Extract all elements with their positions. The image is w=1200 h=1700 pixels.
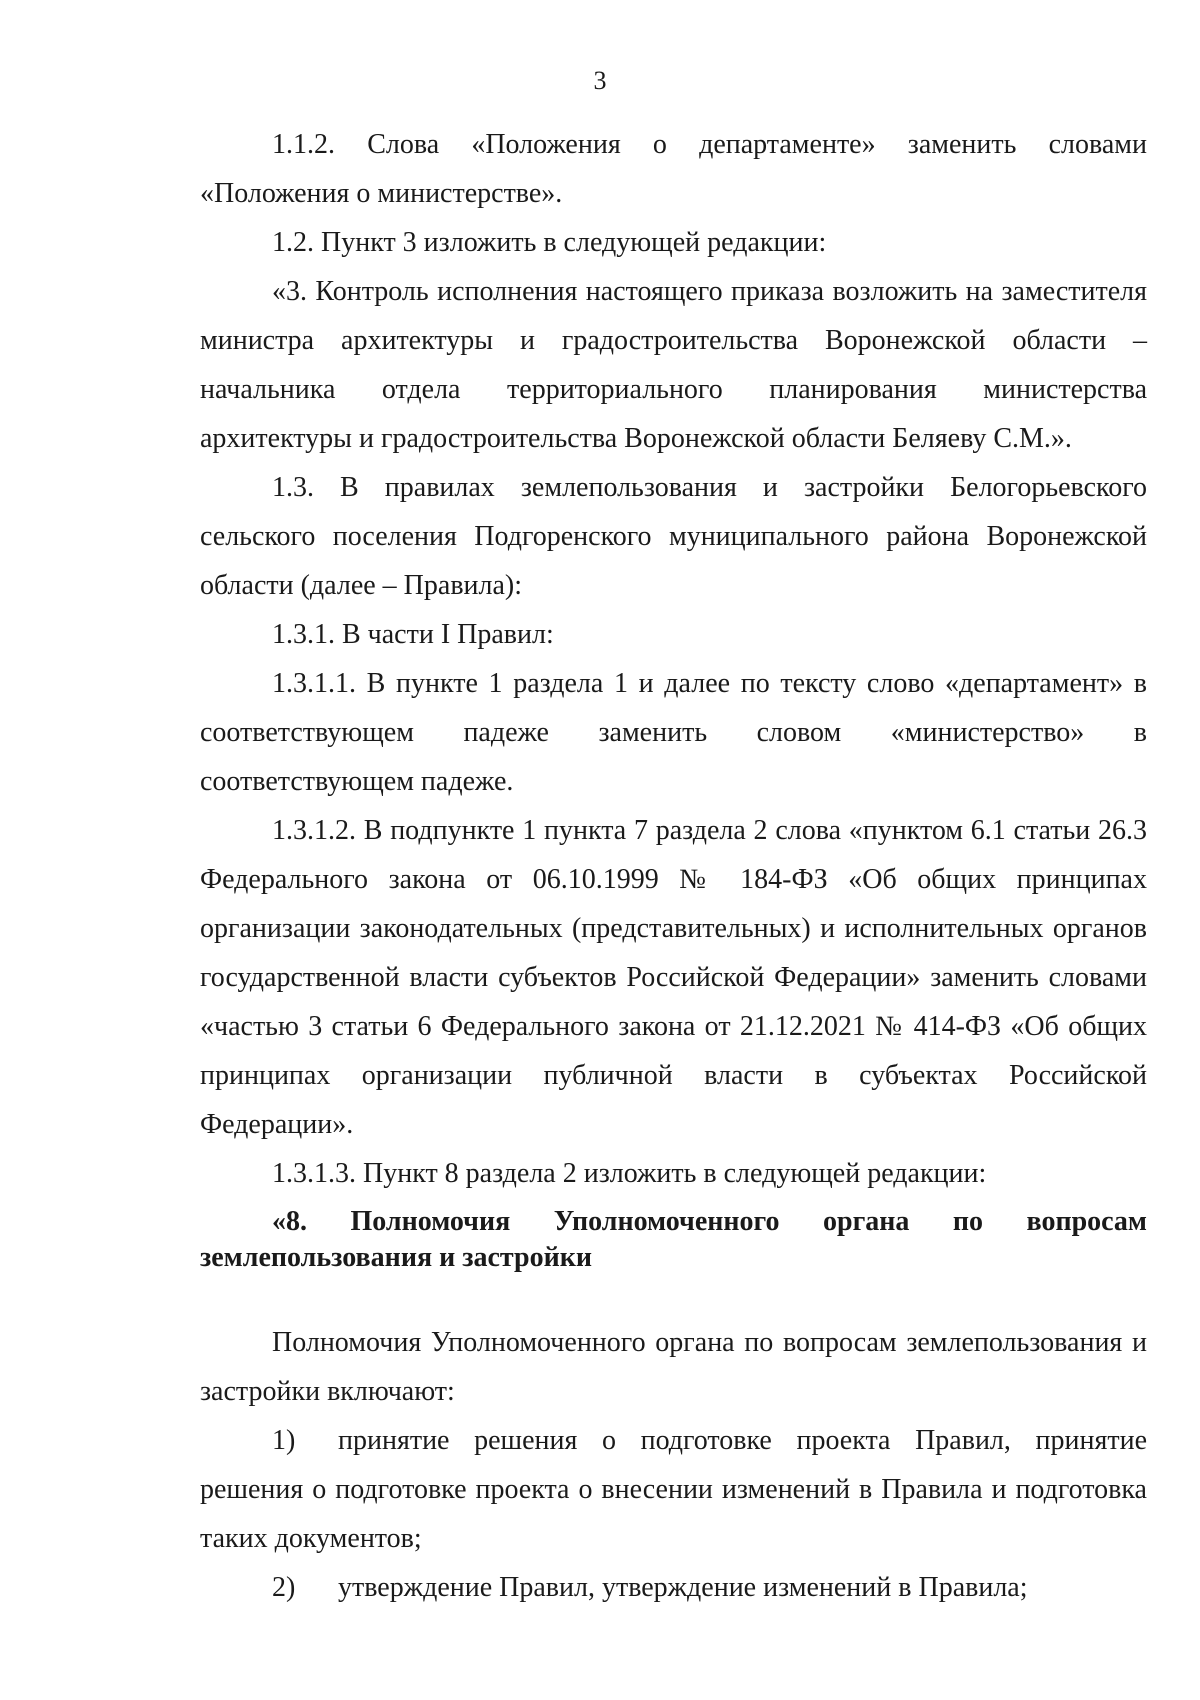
paragraph-1-1-2: 1.1.2. Слова «Положения о департаменте» заменить словами «Положения о министерстве». xyxy=(200,129,1147,209)
list-item-text: принятие решения о подготовке проекта Правил, принятие решения о подготовке проекта о внесении изменений в Правила и подготовка таких документов; xyxy=(200,1425,1147,1554)
paragraph-1-2: 1.2. Пункт 3 изложить в следующей редакции: xyxy=(272,227,827,258)
section-heading-8: «8. Полномочия Уполномоченного органа по вопросам землепользования и застройки xyxy=(200,1206,1147,1273)
list-item xyxy=(200,1563,1147,1612)
paragraph-1-3-1-1: 1.3.1.1. В пункте 1 раздела 1 и далее по тексту слово «департамент» в соответствующем падеже заменить словом «министерство» в соответствующем падеже. xyxy=(200,668,1147,797)
paragraph-powers-intro: Полномочия Уполномоченного органа по вопросам землепользования и застройки включают: xyxy=(200,1327,1147,1407)
paragraph-1-3-1: 1.3.1. В части I Правил: xyxy=(272,619,554,650)
paragraph-point-3: «3. Контроль исполнения настоящего приказа возложить на заместителя министра архитектуры и градостроительства Воронежской области – начальника отдела территориального планирования министерства архитектуры и градостроительства Воронежской области Беляеву С.М.». xyxy=(200,276,1147,454)
spacer xyxy=(200,1276,1147,1318)
page-number: 3 xyxy=(593,66,607,95)
paragraph-1-3-1-3: 1.3.1.3. Пункт 8 раздела 2 изложить в следующей редакции: xyxy=(272,1158,987,1189)
paragraph-1-3: 1.3. В правилах землепользования и застройки Белогорьевского сельского поселения Подгоренского муниципального района Воронежской области (далее – Правила): xyxy=(200,472,1147,601)
list-item-text: утверждение Правил, утверждение изменений в Правила; xyxy=(338,1572,1028,1603)
list-item xyxy=(200,1416,1147,1563)
list-item-number: 1) xyxy=(272,1425,296,1456)
document-body xyxy=(200,120,1147,1612)
list-item-number: 2) xyxy=(272,1572,296,1603)
paragraph-1-3-1-2: 1.3.1.2. В подпункте 1 пункта 7 раздела 2 слова «пунктом 6.1 статьи 26.3 Федерального закона от 06.10.1999 № 184-ФЗ «Об общих принципах организации законодательных (представительных) и исполнительных органов государственной власти субъектов Российской Федерации» заменить словами «частью 3 статьи 6 Федерального закона от 21.12.2021 № 414-ФЗ «Об общих принципах организации публичной власти в субъектах Российской Федерации». xyxy=(200,815,1147,1140)
